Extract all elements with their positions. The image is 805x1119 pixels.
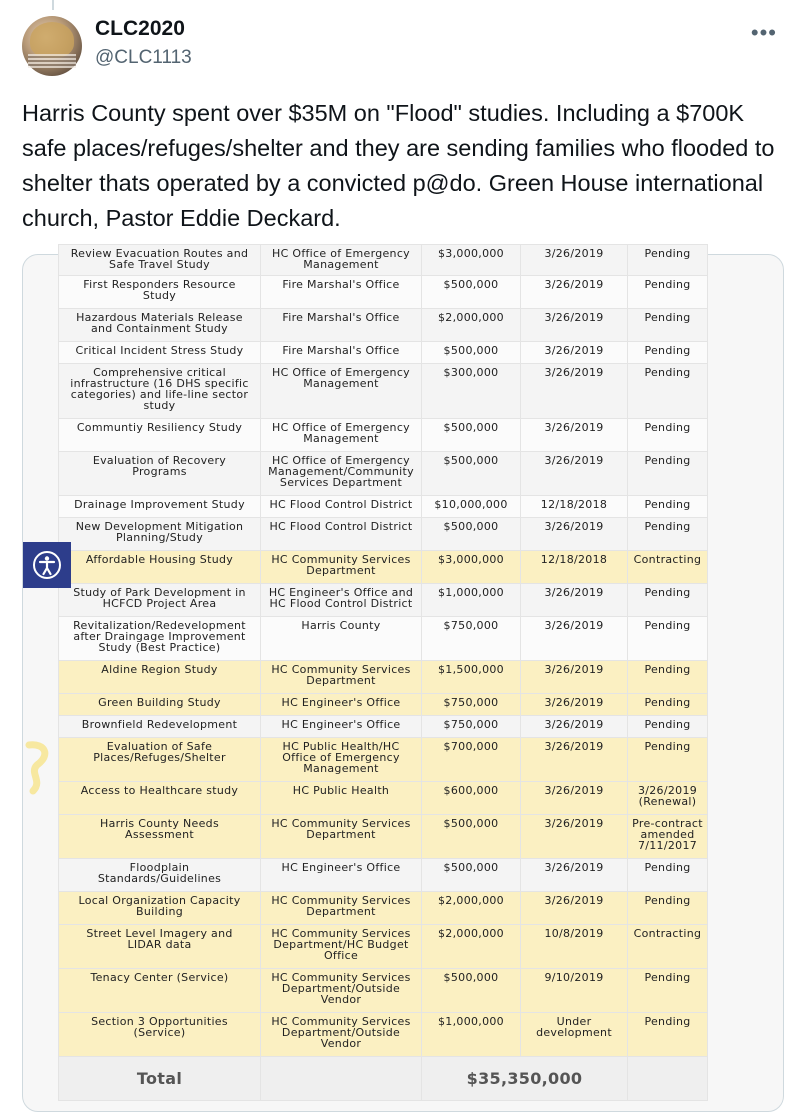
amount-cell: $500,000 — [422, 969, 521, 1013]
amount-cell: $1,000,000 — [422, 584, 521, 617]
study-cell: Harris County Needs Assessment — [59, 815, 261, 859]
total-label: Total — [59, 1057, 261, 1101]
status-cell: Pending — [628, 276, 708, 309]
study-cell: Local Organization Capacity Building — [59, 892, 261, 925]
table-row — [59, 496, 708, 518]
department-cell: HC Office of Emergency Management — [261, 245, 422, 276]
study-cell: Section 3 Opportunities (Service) — [59, 1013, 261, 1057]
table-row — [59, 584, 708, 617]
author-name[interactable]: CLC2020 — [95, 17, 185, 40]
status-cell: Pending — [628, 496, 708, 518]
status-cell: Pending — [628, 694, 708, 716]
study-cell: New Development Mitigation Planning/Study — [59, 518, 261, 551]
status-cell: Pending — [628, 452, 708, 496]
amount-cell: $750,000 — [422, 617, 521, 661]
department-cell: HC Flood Control District — [261, 518, 422, 551]
status-cell: Pending — [628, 661, 708, 694]
table-row — [59, 859, 708, 892]
table-row — [59, 892, 708, 925]
blank-cell — [261, 1057, 422, 1101]
table-row — [59, 782, 708, 815]
table-row — [59, 738, 708, 782]
department-cell: HC Community Services Department/Outside Vendor — [261, 969, 422, 1013]
department-cell: HC Office of Emergency Management/Community Services Department — [261, 452, 422, 496]
total-value: $35,350,000 — [422, 1057, 628, 1101]
accessibility-icon[interactable] — [23, 542, 71, 588]
table-row — [59, 617, 708, 661]
study-cell: Comprehensive critical infrastructure (16 DHS specific categories) and life-line sector study — [59, 364, 261, 419]
department-cell: Fire Marshal's Office — [261, 309, 422, 342]
study-cell: Access to Healthcare study — [59, 782, 261, 815]
status-cell: Pending — [628, 1013, 708, 1057]
table-row — [59, 815, 708, 859]
amount-cell: $3,000,000 — [422, 551, 521, 584]
date-cell: 3/26/2019 — [521, 617, 628, 661]
department-cell: HC Office of Emergency Management — [261, 364, 422, 419]
department-cell: Fire Marshal's Office — [261, 342, 422, 364]
table-row — [59, 342, 708, 364]
amount-cell: $600,000 — [422, 782, 521, 815]
status-cell: Pending — [628, 419, 708, 452]
status-cell: Pending — [628, 738, 708, 782]
department-cell: HC Flood Control District — [261, 496, 422, 518]
department-cell: HC Community Services Department — [261, 551, 422, 584]
date-cell: 3/26/2019 — [521, 716, 628, 738]
amount-cell: $300,000 — [422, 364, 521, 419]
department-cell: HC Community Services Department — [261, 661, 422, 694]
date-cell: 12/18/2018 — [521, 551, 628, 584]
status-cell: Pending — [628, 969, 708, 1013]
study-cell: Street Level Imagery and LIDAR data — [59, 925, 261, 969]
date-cell: 3/26/2019 — [521, 452, 628, 496]
table-row — [59, 245, 708, 276]
amount-cell: $1,500,000 — [422, 661, 521, 694]
table-row — [59, 309, 708, 342]
date-cell: 3/26/2019 — [521, 892, 628, 925]
date-cell: 3/26/2019 — [521, 584, 628, 617]
amount-cell: $750,000 — [422, 694, 521, 716]
department-cell: HC Public Health/HC Office of Emergency Management — [261, 738, 422, 782]
amount-cell: $500,000 — [422, 452, 521, 496]
table-row — [59, 694, 708, 716]
amount-cell: $700,000 — [422, 738, 521, 782]
study-cell: Affordable Housing Study — [59, 551, 261, 584]
studies-table — [58, 244, 708, 1101]
date-cell: 3/26/2019 — [521, 859, 628, 892]
study-cell: Hazardous Materials Release and Containment Study — [59, 309, 261, 342]
status-cell: Pending — [628, 892, 708, 925]
status-cell: Pending — [628, 364, 708, 419]
amount-cell: $1,000,000 — [422, 1013, 521, 1057]
status-cell: Pending — [628, 309, 708, 342]
amount-cell: $3,000,000 — [422, 245, 521, 276]
status-cell: Pending — [628, 859, 708, 892]
study-cell: Revitalization/Redevelopment after Draingage Improvement Study (Best Practice) — [59, 617, 261, 661]
date-cell: 3/26/2019 — [521, 694, 628, 716]
status-cell: Pending — [628, 716, 708, 738]
date-cell: 3/26/2019 — [521, 276, 628, 309]
amount-cell: $10,000,000 — [422, 496, 521, 518]
department-cell: HC Engineer's Office — [261, 859, 422, 892]
highlight-scribble — [25, 735, 55, 795]
table-row — [59, 969, 708, 1013]
status-cell: Contracting — [628, 551, 708, 584]
amount-cell: $500,000 — [422, 518, 521, 551]
amount-cell: $500,000 — [422, 859, 521, 892]
date-cell: 3/26/2019 — [521, 364, 628, 419]
date-cell: 3/26/2019 — [521, 738, 628, 782]
author-handle[interactable]: @CLC1113 — [95, 47, 192, 68]
study-cell: Evaluation of Safe Places/Refuges/Shelter — [59, 738, 261, 782]
study-cell: Green Building Study — [59, 694, 261, 716]
study-cell: First Responders Resource Study — [59, 276, 261, 309]
department-cell: HC Community Services Department/HC Budget Office — [261, 925, 422, 969]
department-cell: HC Engineer's Office — [261, 716, 422, 738]
study-cell: Communtiy Resiliency Study — [59, 419, 261, 452]
table-row — [59, 716, 708, 738]
table-row — [59, 661, 708, 694]
status-cell: Pending — [628, 617, 708, 661]
status-cell: Contracting — [628, 925, 708, 969]
amount-cell: $500,000 — [422, 419, 521, 452]
table-row — [59, 364, 708, 419]
blank-cell — [628, 1057, 708, 1101]
date-cell: 3/26/2019 — [521, 815, 628, 859]
total-row — [59, 1057, 708, 1101]
date-cell: 3/26/2019 — [521, 782, 628, 815]
date-cell: 3/26/2019 — [521, 245, 628, 276]
table-row — [59, 452, 708, 496]
status-cell: Pre-contract amended 7/11/2017 — [628, 815, 708, 859]
study-cell: Study of Park Development in HCFCD Project Area — [59, 584, 261, 617]
study-cell: Drainage Improvement Study — [59, 496, 261, 518]
amount-cell: $2,000,000 — [422, 925, 521, 969]
study-cell: Evaluation of Recovery Programs — [59, 452, 261, 496]
table-row — [59, 551, 708, 584]
department-cell: Fire Marshal's Office — [261, 276, 422, 309]
table-row — [59, 276, 708, 309]
thread-connector — [52, 0, 54, 10]
status-cell: Pending — [628, 245, 708, 276]
amount-cell: $750,000 — [422, 716, 521, 738]
study-cell: Review Evacuation Routes and Safe Travel Study — [59, 245, 261, 276]
table-row — [59, 1013, 708, 1057]
tweet-media-image[interactable] — [22, 247, 784, 1112]
department-cell: HC Community Services Department — [261, 892, 422, 925]
study-cell: Tenacy Center (Service) — [59, 969, 261, 1013]
amount-cell: $500,000 — [422, 342, 521, 364]
study-cell: Critical Incident Stress Study — [59, 342, 261, 364]
table-row — [59, 419, 708, 452]
date-cell: 3/26/2019 — [521, 661, 628, 694]
status-cell: Pending — [628, 342, 708, 364]
study-cell: Aldine Region Study — [59, 661, 261, 694]
department-cell: Harris County — [261, 617, 422, 661]
department-cell: HC Engineer's Office and HC Flood Control District — [261, 584, 422, 617]
more-horizontal-icon[interactable]: ••• — [750, 20, 777, 45]
department-cell: HC Community Services Department — [261, 815, 422, 859]
date-cell: 3/26/2019 — [521, 309, 628, 342]
status-cell: Pending — [628, 518, 708, 551]
status-cell: 3/26/2019 (Renewal) — [628, 782, 708, 815]
study-cell: Floodplain Standards/Guidelines — [59, 859, 261, 892]
table-row — [59, 518, 708, 551]
department-cell: HC Public Health — [261, 782, 422, 815]
date-cell: Under development — [521, 1013, 628, 1057]
table-row — [59, 925, 708, 969]
amount-cell: $2,000,000 — [422, 892, 521, 925]
status-cell: Pending — [628, 584, 708, 617]
department-cell: HC Community Services Department/Outside Vendor — [261, 1013, 422, 1057]
date-cell: 3/26/2019 — [521, 518, 628, 551]
date-cell: 10/8/2019 — [521, 925, 628, 969]
date-cell: 9/10/2019 — [521, 969, 628, 1013]
study-cell: Brownfield Redevelopment — [59, 716, 261, 738]
date-cell: 3/26/2019 — [521, 342, 628, 364]
amount-cell: $2,000,000 — [422, 309, 521, 342]
date-cell: 3/26/2019 — [521, 419, 628, 452]
amount-cell: $500,000 — [422, 276, 521, 309]
avatar[interactable] — [22, 16, 82, 76]
department-cell: HC Engineer's Office — [261, 694, 422, 716]
date-cell: 12/18/2018 — [521, 496, 628, 518]
department-cell: HC Office of Emergency Management — [261, 419, 422, 452]
tweet-text: Harris County spent over $35M on "Flood" studies. Including a $700K safe places/refuges/shelter and they are sending families who flooded to shelter thats operated by a convicted p@do. Green House international church, Pastor Eddie Deckard. — [22, 100, 775, 231]
amount-cell: $500,000 — [422, 815, 521, 859]
